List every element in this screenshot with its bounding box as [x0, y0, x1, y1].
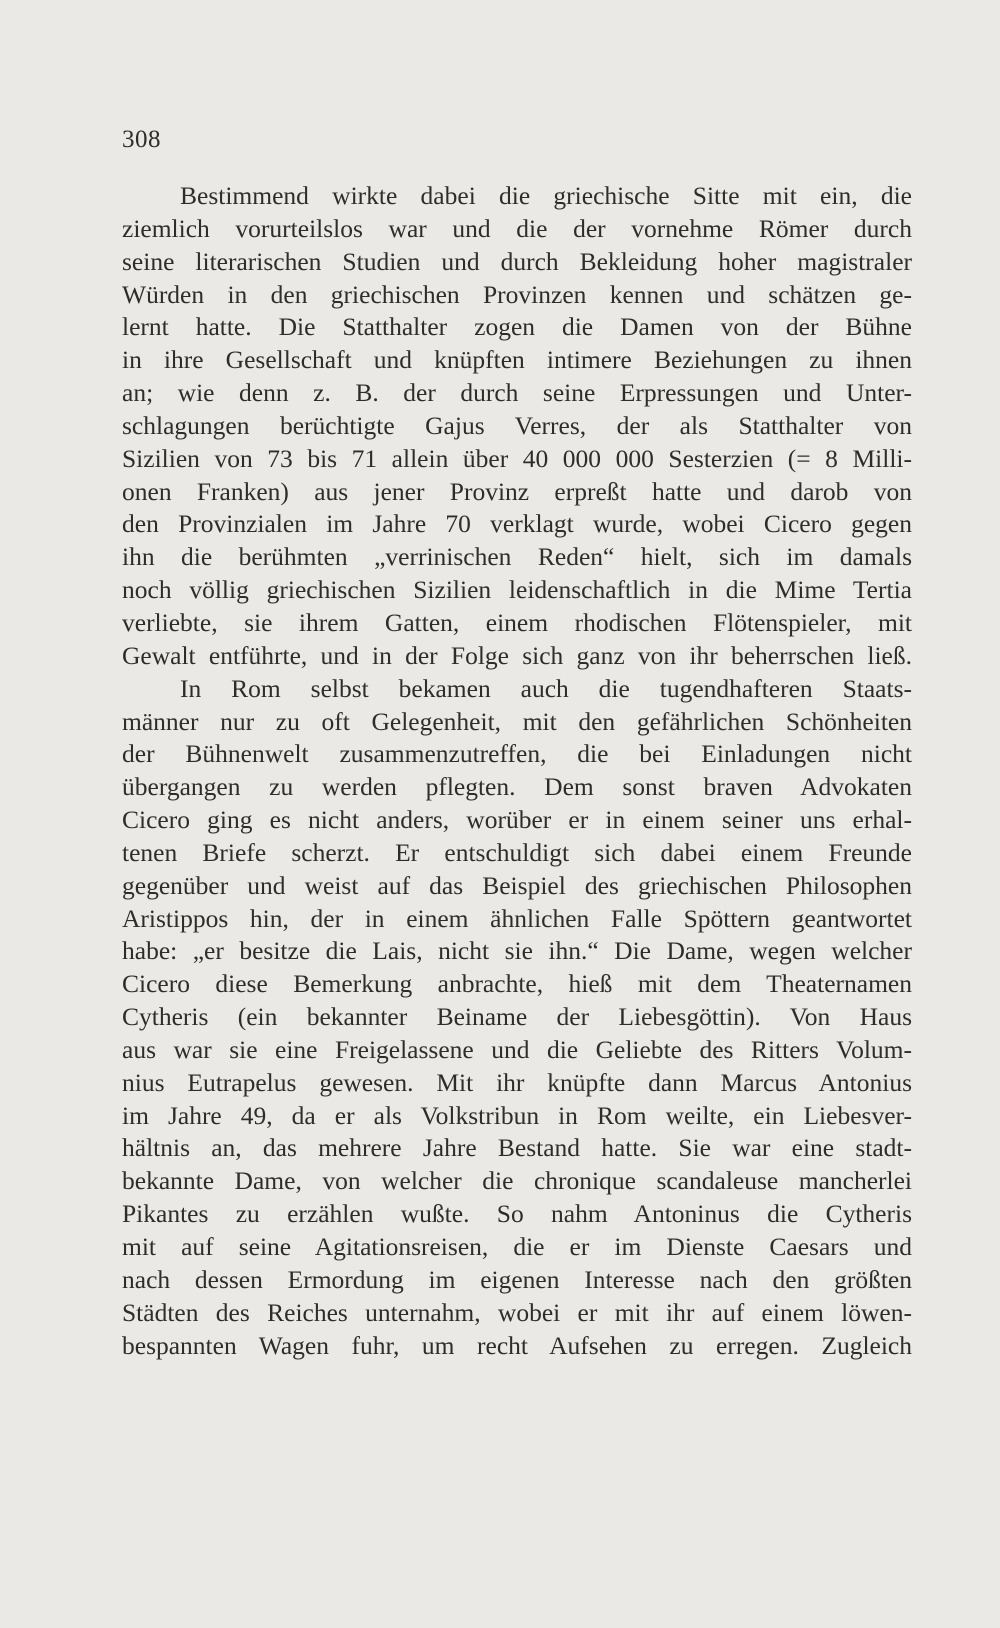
- text-line: mit auf seine Agitationsreisen, die er im Dienste Caesars und: [122, 1232, 912, 1261]
- text-line: Städten des Reiches unternahm, wobei er mit ihr auf einem löwen-: [122, 1297, 912, 1327]
- text-line: Aristippos hin, der in einem ähnlichen Falle Spöttern geantwortet: [122, 903, 912, 933]
- text-line: der Bühnenwelt zusammenzutreffen, die bei Einladungen nicht: [122, 739, 912, 769]
- text-line: onen Franken) aus jener Provinz erpreßt hatte und darob von: [122, 476, 912, 506]
- text-line: ziemlich vorurteilslos war und die der vornehme Römer durch: [122, 213, 912, 243]
- text-line: Sizilien von 73 bis 71 allein über 40 000 000 Sesterzien (= 8 Milli-: [122, 443, 912, 473]
- text-line: hältnis an, das mehrere Jahre Bestand hatte. Sie war eine stadt-: [122, 1133, 912, 1163]
- text-line: tenen Briefe scherzt. Er entschuldigt sich dabei einem Freunde: [122, 837, 912, 867]
- text-line: nius Eutrapelus gewesen. Mit ihr knüpfte dann Marcus Antonius: [122, 1067, 912, 1097]
- text-line: ihn die berühmten „verrinischen Reden“ hielt, sich im damals: [122, 542, 912, 572]
- text-line: noch völlig griechischen Sizilien leidenschaftlich in die Mime Tertia: [122, 575, 912, 605]
- text-line: im Jahre 49, da er als Volkstribun in Rom weilte, ein Liebesver-: [122, 1100, 912, 1130]
- text-line: gegenüber und weist auf das Beispiel des griechischen Philosophen: [122, 870, 912, 900]
- body-text: [122, 180, 912, 1362]
- text-line: in ihre Gesellschaft und knüpften intimere Beziehungen zu ihnen: [122, 345, 912, 375]
- text-line: nach dessen Ermordung im eigenen Interesse nach den größten: [122, 1264, 912, 1294]
- text-line: den Provinzialen im Jahre 70 verklagt wurde, wobei Cicero gegen: [122, 509, 912, 539]
- text-line: Würden in den griechischen Provinzen kennen und schätzen ge-: [122, 279, 912, 309]
- text-line: Cicero diese Bemerkung anbrachte, hieß mit dem Theaternamen: [122, 969, 912, 999]
- text-line: Cytheris (ein bekannter Beiname der Liebesgöttin). Von Haus: [122, 1002, 912, 1032]
- text-line: Cicero ging es nicht anders, worüber er in einem seiner uns erhal-: [122, 805, 912, 835]
- text-line: In Rom selbst bekamen auch die tugendhafteren Staats-: [180, 673, 912, 703]
- text-line: lernt hatte. Die Statthalter zogen die Damen von der Bühne: [122, 312, 912, 342]
- text-line: männer nur zu oft Gelegenheit, mit den gefährlichen Schönheiten: [122, 706, 912, 736]
- text-line: bekannte Dame, von welcher die chronique scandaleuse mancherlei: [122, 1166, 912, 1196]
- text-line: Bestimmend wirkte dabei die griechische Sitte mit ein, die: [180, 181, 912, 210]
- text-line: verliebte, sie ihrem Gatten, einem rhodischen Flötenspieler, mit: [122, 607, 912, 637]
- text-line: seine literarischen Studien und durch Bekleidung hoher magistraler: [122, 246, 912, 276]
- text-line: übergangen zu werden pflegten. Dem sonst braven Advokaten: [122, 772, 912, 802]
- page-number: 308: [122, 126, 161, 153]
- text-line: bespannten Wagen fuhr, um recht Aufsehen zu erregen. Zugleich: [122, 1330, 912, 1360]
- text-line: habe: „er besitze die Lais, nicht sie ihn.“ Die Dame, wegen welcher: [122, 936, 912, 966]
- text-line: schlagungen berüchtigte Gajus Verres, der als Statthalter von: [122, 410, 912, 440]
- text-line: aus war sie eine Freigelassene und die Geliebte des Ritters Volum-: [122, 1034, 912, 1064]
- text-line: Gewalt entführte, und in der Folge sich ganz von ihr beherrschen ließ.: [122, 640, 912, 670]
- text-line: Pikantes zu erzählen wußte. So nahm Antoninus die Cytheris: [122, 1199, 912, 1229]
- text-line: an; wie denn z. B. der durch seine Erpressungen und Unter-: [122, 378, 912, 408]
